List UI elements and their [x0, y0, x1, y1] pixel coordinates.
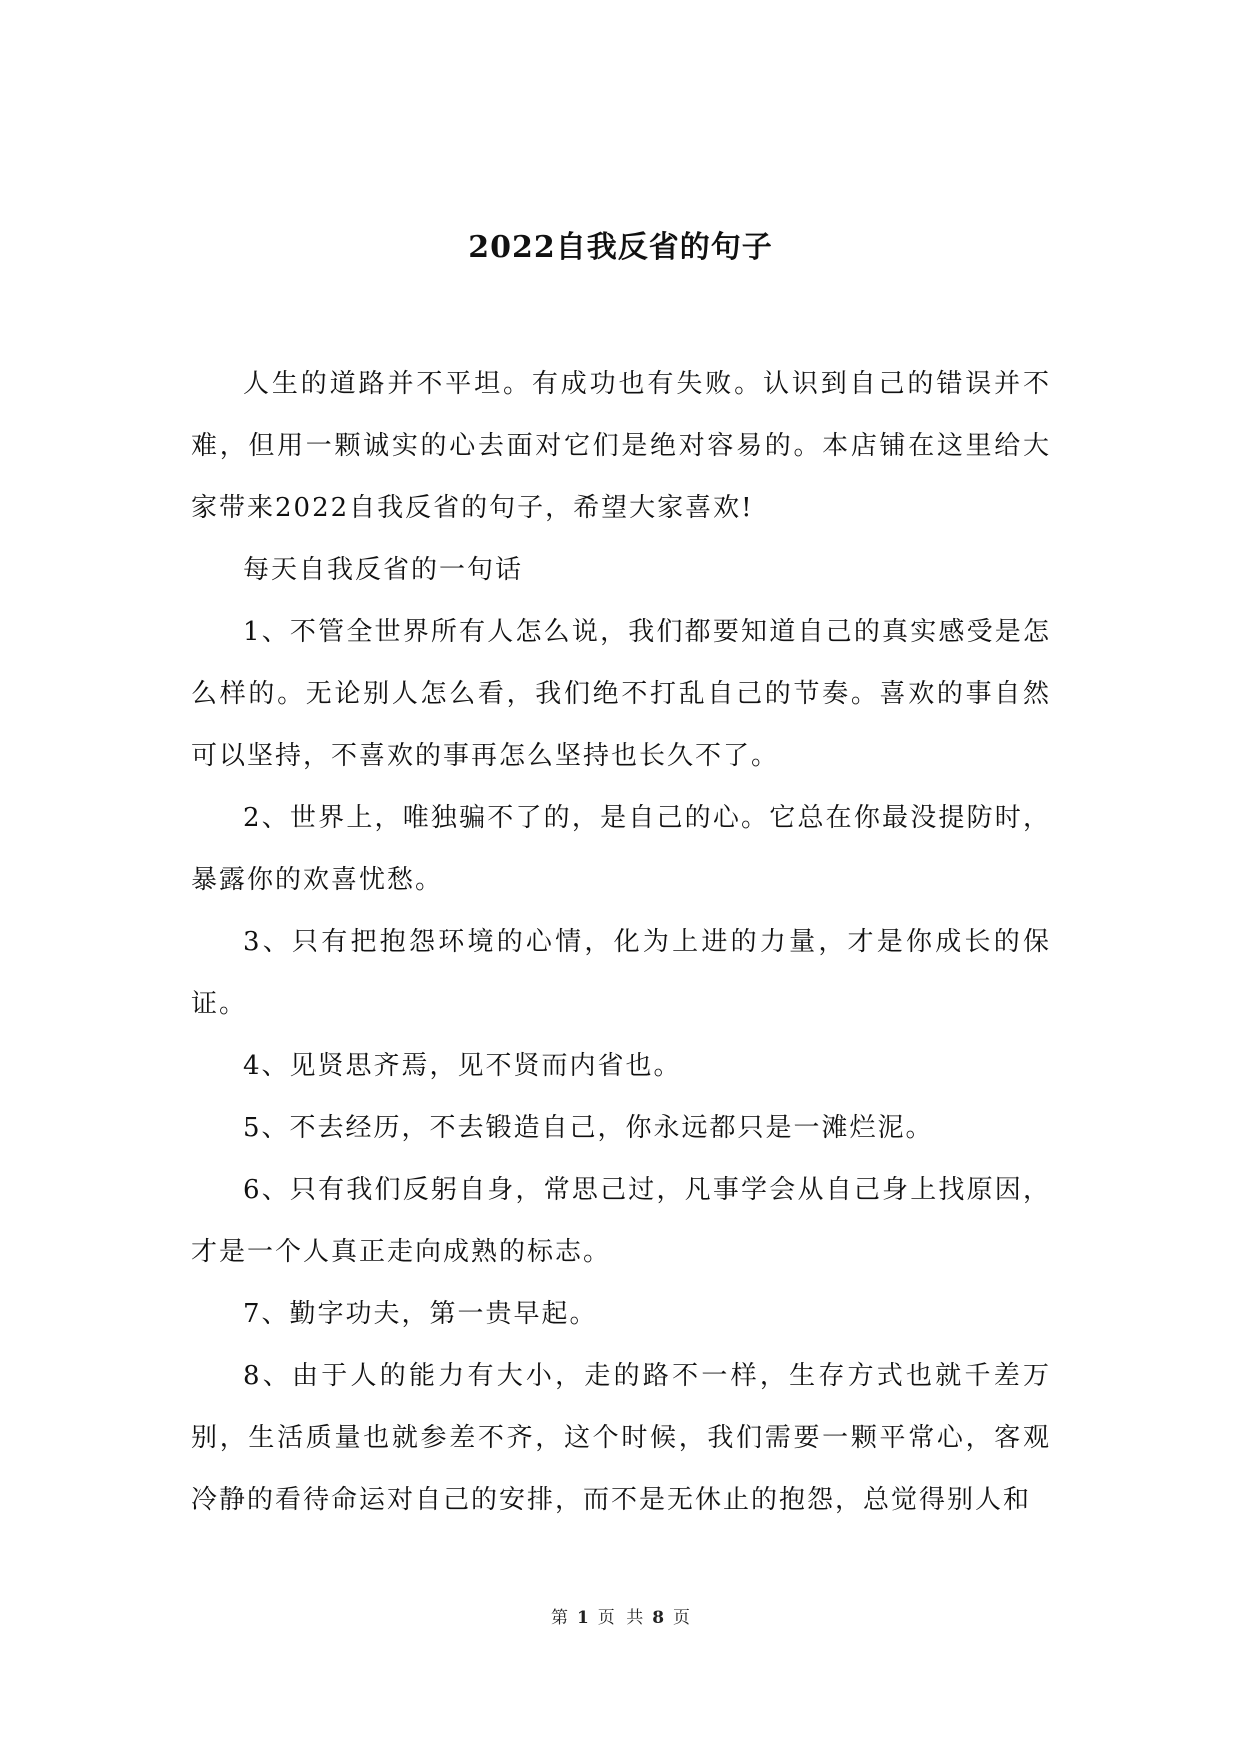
- footer-prefix: 第: [550, 1608, 568, 1628]
- footer-page-number: 1: [576, 1608, 589, 1628]
- paragraph-item: 1、不管全世界所有人怎么说，我们都要知道自己的真实感受是怎么样的。无论别人怎么看，我们绝不打乱自己的节奏。喜欢的事自然可以坚持，不喜欢的事再怎么坚持也长久不了。: [191, 617, 1051, 771]
- paragraph-item: 7、勤字功夫，第一贵早起。: [243, 1299, 598, 1329]
- page-title: 2022自我反省的句子: [468, 230, 773, 265]
- paragraph-item: 8、由于人的能力有大小，走的路不一样，生存方式也就千差万别，生活质量也就参差不齐，这个时候，我们需要一颗平常心，客观冷静的看待命运对自己的安排，而不是无休止的抱怨，总觉得别人和: [191, 1361, 1051, 1515]
- paragraph-item: 3、只有把抱怨环境的心情，化为上进的力量，才是你成长的保证。: [191, 927, 1051, 1019]
- page-footer: [0, 1606, 1241, 1630]
- paragraph-item: 5、不去经历，不去锻造自己，你永远都只是一滩烂泥。: [243, 1113, 934, 1143]
- paragraph-item: 2、世界上，唯独骗不了的，是自己的心。它总在你最没提防时，暴露你的欢喜忧愁。: [191, 803, 1051, 895]
- footer-page-unit: 页: [597, 1608, 615, 1628]
- paragraph-item: 4、见贤思齐焉，见不贤而内省也。: [243, 1051, 682, 1081]
- paragraph-heading: 每天自我反省的一句话: [243, 555, 524, 585]
- footer-total-prefix: 共: [626, 1608, 644, 1628]
- footer-total-pages: 8: [652, 1608, 665, 1628]
- paragraph-item: 6、只有我们反躬自身，常思己过，凡事学会从自己身上找原因，才是一个人真正走向成熟的标志。: [191, 1175, 1051, 1267]
- footer-total-unit: 页: [673, 1608, 691, 1628]
- paragraph-intro: 人生的道路并不平坦。有成功也有失败。认识到自己的错误并不难，但用一颗诚实的心去面对它们是绝对容易的。本店铺在这里给大家带来2022自我反省的句子，希望大家喜欢!: [191, 369, 1051, 523]
- document-body: [191, 353, 1051, 1531]
